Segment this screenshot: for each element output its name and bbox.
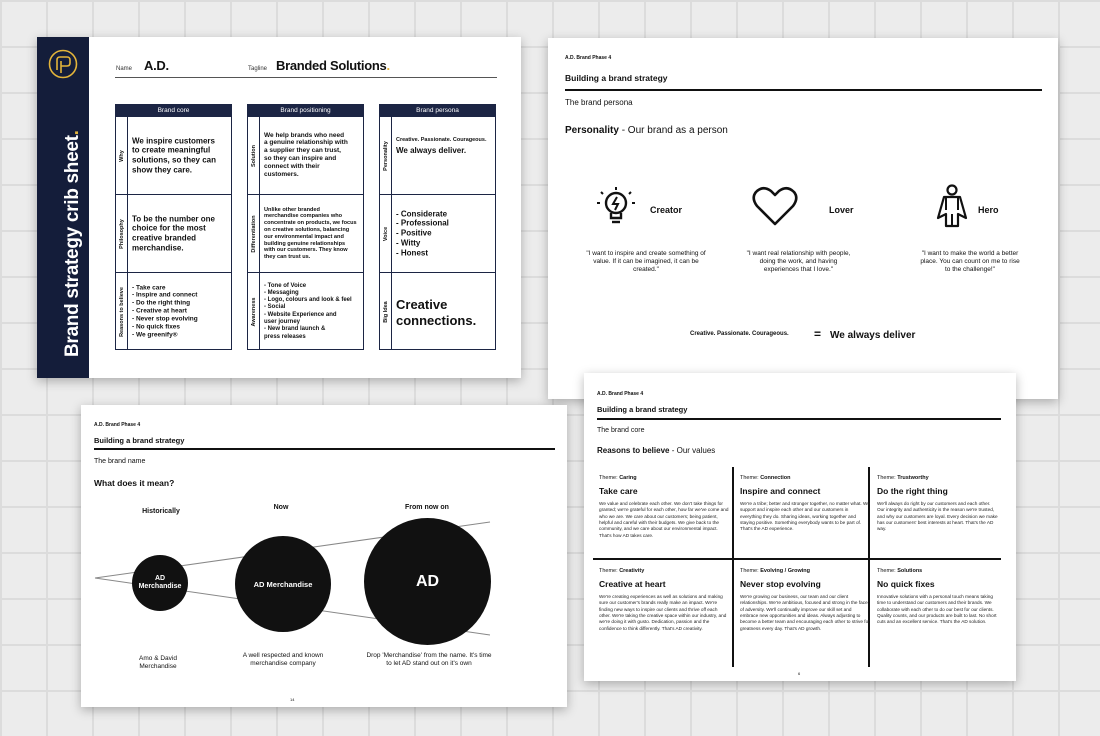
archetype-quote: "I want to inspire and create something of value. If it can be imagined, it can be created."	[586, 250, 706, 274]
row-label: Personality	[382, 140, 389, 171]
stage-caption: Drop 'Merchandise' from the name. It's time to let AD stand out on it's own	[366, 652, 492, 668]
page-tag: A.D. Brand Phase 4	[565, 55, 612, 61]
row-label: Why	[118, 149, 125, 162]
archetype-name: Creator	[650, 205, 683, 215]
crib-row-personality	[380, 116, 495, 194]
crib-row-big-idea	[380, 272, 495, 350]
stage-label: From now on	[405, 504, 449, 511]
row-label: Solution	[250, 144, 257, 167]
value-cell	[740, 568, 870, 632]
header-divider	[115, 77, 497, 78]
reasons-heading: Reasons to believe - Our values	[597, 446, 716, 455]
value-title: No quick fixes	[877, 579, 935, 589]
value-cell	[599, 475, 729, 539]
value-cell	[877, 475, 999, 533]
brand-persona-column	[379, 104, 496, 350]
crib-row-solution	[248, 116, 363, 194]
crib-row-philosophy	[116, 194, 231, 272]
persona-tagline: Creative. Passionate. Courageous.	[690, 331, 789, 337]
value-cell	[740, 475, 870, 533]
value-body: We value and celebrate each other. We don't take things for granted; we're grateful for each other, how far we've come and who we are. We care about our customers; being patient, helpful and careful with their budgets. We give back to the community, and we care about our environmental impact. That's how AD takes care.	[599, 501, 729, 538]
stage-circle-historically: AD Merchandise	[132, 555, 188, 611]
page-heading: Building a brand strategy	[94, 436, 185, 445]
grid-divider	[732, 467, 734, 667]
brand-name-page	[81, 405, 567, 707]
archetype-name: Hero	[978, 205, 999, 215]
value-body: We're creating experiences as well as solutions and making sure our customer's brands really make an impact. We're finding new ways to inspire our clients and thrive off each other. We're taking the creative space within our industry, and we're doing it with gusto. Dedication, passion and the confidence to think differently. That's AD creativity.	[599, 594, 727, 631]
crib-row-differentiation	[248, 194, 363, 272]
heading-rule	[597, 418, 1001, 420]
value-title: Do the right thing	[877, 486, 948, 496]
value-cell	[599, 568, 729, 632]
page-number: 14	[290, 697, 295, 702]
row-text: We inspire customers to create meaningful solutions, so they can show they care.	[132, 136, 217, 175]
equals-sign: =	[814, 327, 822, 341]
heart-icon	[751, 184, 799, 228]
values-grid	[593, 467, 1001, 667]
value-title: Inspire and connect	[740, 486, 821, 496]
archetype-quote: "I want real relationship with people, doing the work, and having experiences that I love."	[746, 250, 851, 274]
value-title: Creative at heart	[599, 579, 666, 589]
value-theme: Theme: Solutions	[877, 568, 923, 574]
value-body: We're growing our business, our team and our client relationships. We're ambitious, focused and strong in the face of adversity. We'll continually improve our skill set and embrace new opportunities and ideas. Always adjusting to become a better team and encouraging each other to strive for greatness every day. That's AD growth.	[740, 594, 870, 631]
lightbulb-icon	[596, 186, 636, 230]
tagline-value: Branded Solutions.	[276, 58, 390, 73]
crib-row-why	[116, 116, 231, 194]
page-tag: A.D. Brand Phase 4	[597, 391, 644, 397]
row-text: - Tone of Voice - Messaging - Logo, colours and look & feel - Social - Website Experience and user journey - New brand launch & press releases	[264, 282, 352, 340]
value-theme: Theme: Connection	[740, 475, 791, 481]
grid-divider	[593, 558, 1001, 560]
row-text: Creative connections.	[396, 297, 477, 328]
column-header: Brand positioning	[248, 105, 363, 116]
archetype-name: Lover	[829, 205, 854, 215]
row-text: We help brands who need a genuine relationship with a supplier they can trust, so they can inspire and connect with their customers.	[264, 131, 348, 179]
row-label: Philosophy	[118, 218, 125, 249]
row-label: Voice	[382, 226, 389, 241]
brand-core-column	[115, 104, 232, 350]
value-cell	[877, 568, 999, 626]
column-header: Brand persona	[380, 105, 495, 116]
stage-label: Now	[273, 504, 289, 511]
value-body: Innovative solutions with a personal touch means taking time to understand our customers and their brands. We collaborate with each other to do our best for our clients. Quality counts, and our products are built to last. No short cuts and an excellent service. That's the AD solution.	[877, 594, 997, 625]
archetype-quote: "I want to make the world a better place. You can count on me to rise to the challenge!"	[920, 250, 1020, 274]
stage-circle-from-now-on: AD	[364, 518, 491, 645]
row-label: Reasons to believe	[118, 286, 125, 337]
row-label: Big Idea	[382, 300, 389, 323]
value-body: We'll always do right by our customers and each other. Our integrity and authenticity is the reason we're trusted, and why our customers are loyal. Every decision we make has our customers' best interests at heart. That's the AD way.	[877, 501, 998, 532]
value-theme: Theme: Trustworthy	[877, 475, 929, 481]
crib-row-voice	[380, 194, 495, 272]
row-text: - Take care - Inspire and connect - Do the right thing - Creative at heart - Never stop evolving - No quick fixes - We greenify®	[132, 283, 198, 339]
column-header: Brand core	[116, 105, 231, 116]
hero-icon	[932, 184, 972, 228]
value-theme: Theme: Caring	[599, 475, 637, 481]
name-value: A.D.	[144, 58, 169, 73]
stage-circle-now: AD Merchandise	[235, 536, 331, 632]
stage-caption: A well respected and known merchandise company	[242, 652, 324, 668]
brand-logo-icon	[48, 49, 78, 79]
row-text: Unlike other branded merchandise companies who concentrate on products, we focus on creative solutions, balancing our environmental impact and building genuine relationships with our customers. They know they can trust us.	[264, 206, 357, 260]
row-text: Creative. Passionate. Courageous. We always deliver.	[396, 137, 487, 155]
page-subheading: The brand core	[597, 427, 645, 434]
crib-row-awareness	[248, 272, 363, 350]
value-theme: Theme: Creativity	[599, 568, 645, 574]
page-heading: Building a brand strategy	[565, 73, 668, 83]
value-title: Never stop evolving	[740, 579, 821, 589]
row-text: To be the number one choice for the most creative branded merchandise.	[132, 214, 215, 253]
page-tag: A.D. Brand Phase 4	[94, 422, 141, 428]
row-label: Awareness	[250, 297, 257, 326]
heading-rule	[565, 89, 1042, 91]
brand-persona-page	[548, 38, 1058, 399]
tagline-label: Tagline	[248, 66, 268, 72]
value-body: We're a tribe; better and stronger together, no matter what. We support and inspire each other and our customers in everything they do. Sharing ideas, working together and staying positive. Something everybody wants to be part of. That's the AD experience.	[740, 501, 870, 532]
brand-positioning-column	[247, 104, 364, 350]
page-subheading: The brand persona	[565, 98, 633, 107]
stage-caption: Amo & David Merchandise	[139, 655, 177, 671]
row-label: Differentiation	[250, 214, 257, 253]
value-title: Take care	[599, 486, 638, 496]
stage-label: Historically	[142, 508, 180, 515]
crib-sheet-sidebar	[37, 37, 89, 378]
persona-deliver: We always deliver	[830, 330, 916, 341]
brand-core-page	[584, 373, 1016, 681]
personality-heading: Personality - Our brand as a person	[565, 125, 728, 136]
page-heading: Building a brand strategy	[597, 405, 688, 414]
page-number: 6	[798, 671, 801, 676]
page-question: What does it mean?	[94, 478, 175, 488]
row-text: - Considerate - Professional - Positive - Witty - Honest	[396, 209, 449, 258]
page-subheading: The brand name	[94, 458, 146, 465]
crib-sheet-page	[37, 37, 521, 378]
name-label: Name	[116, 66, 133, 72]
value-theme: Theme: Evolving / Growing	[740, 568, 810, 574]
crib-row-reasons	[116, 272, 231, 350]
crib-sheet-title: Brand strategy crib sheet.	[62, 130, 83, 357]
